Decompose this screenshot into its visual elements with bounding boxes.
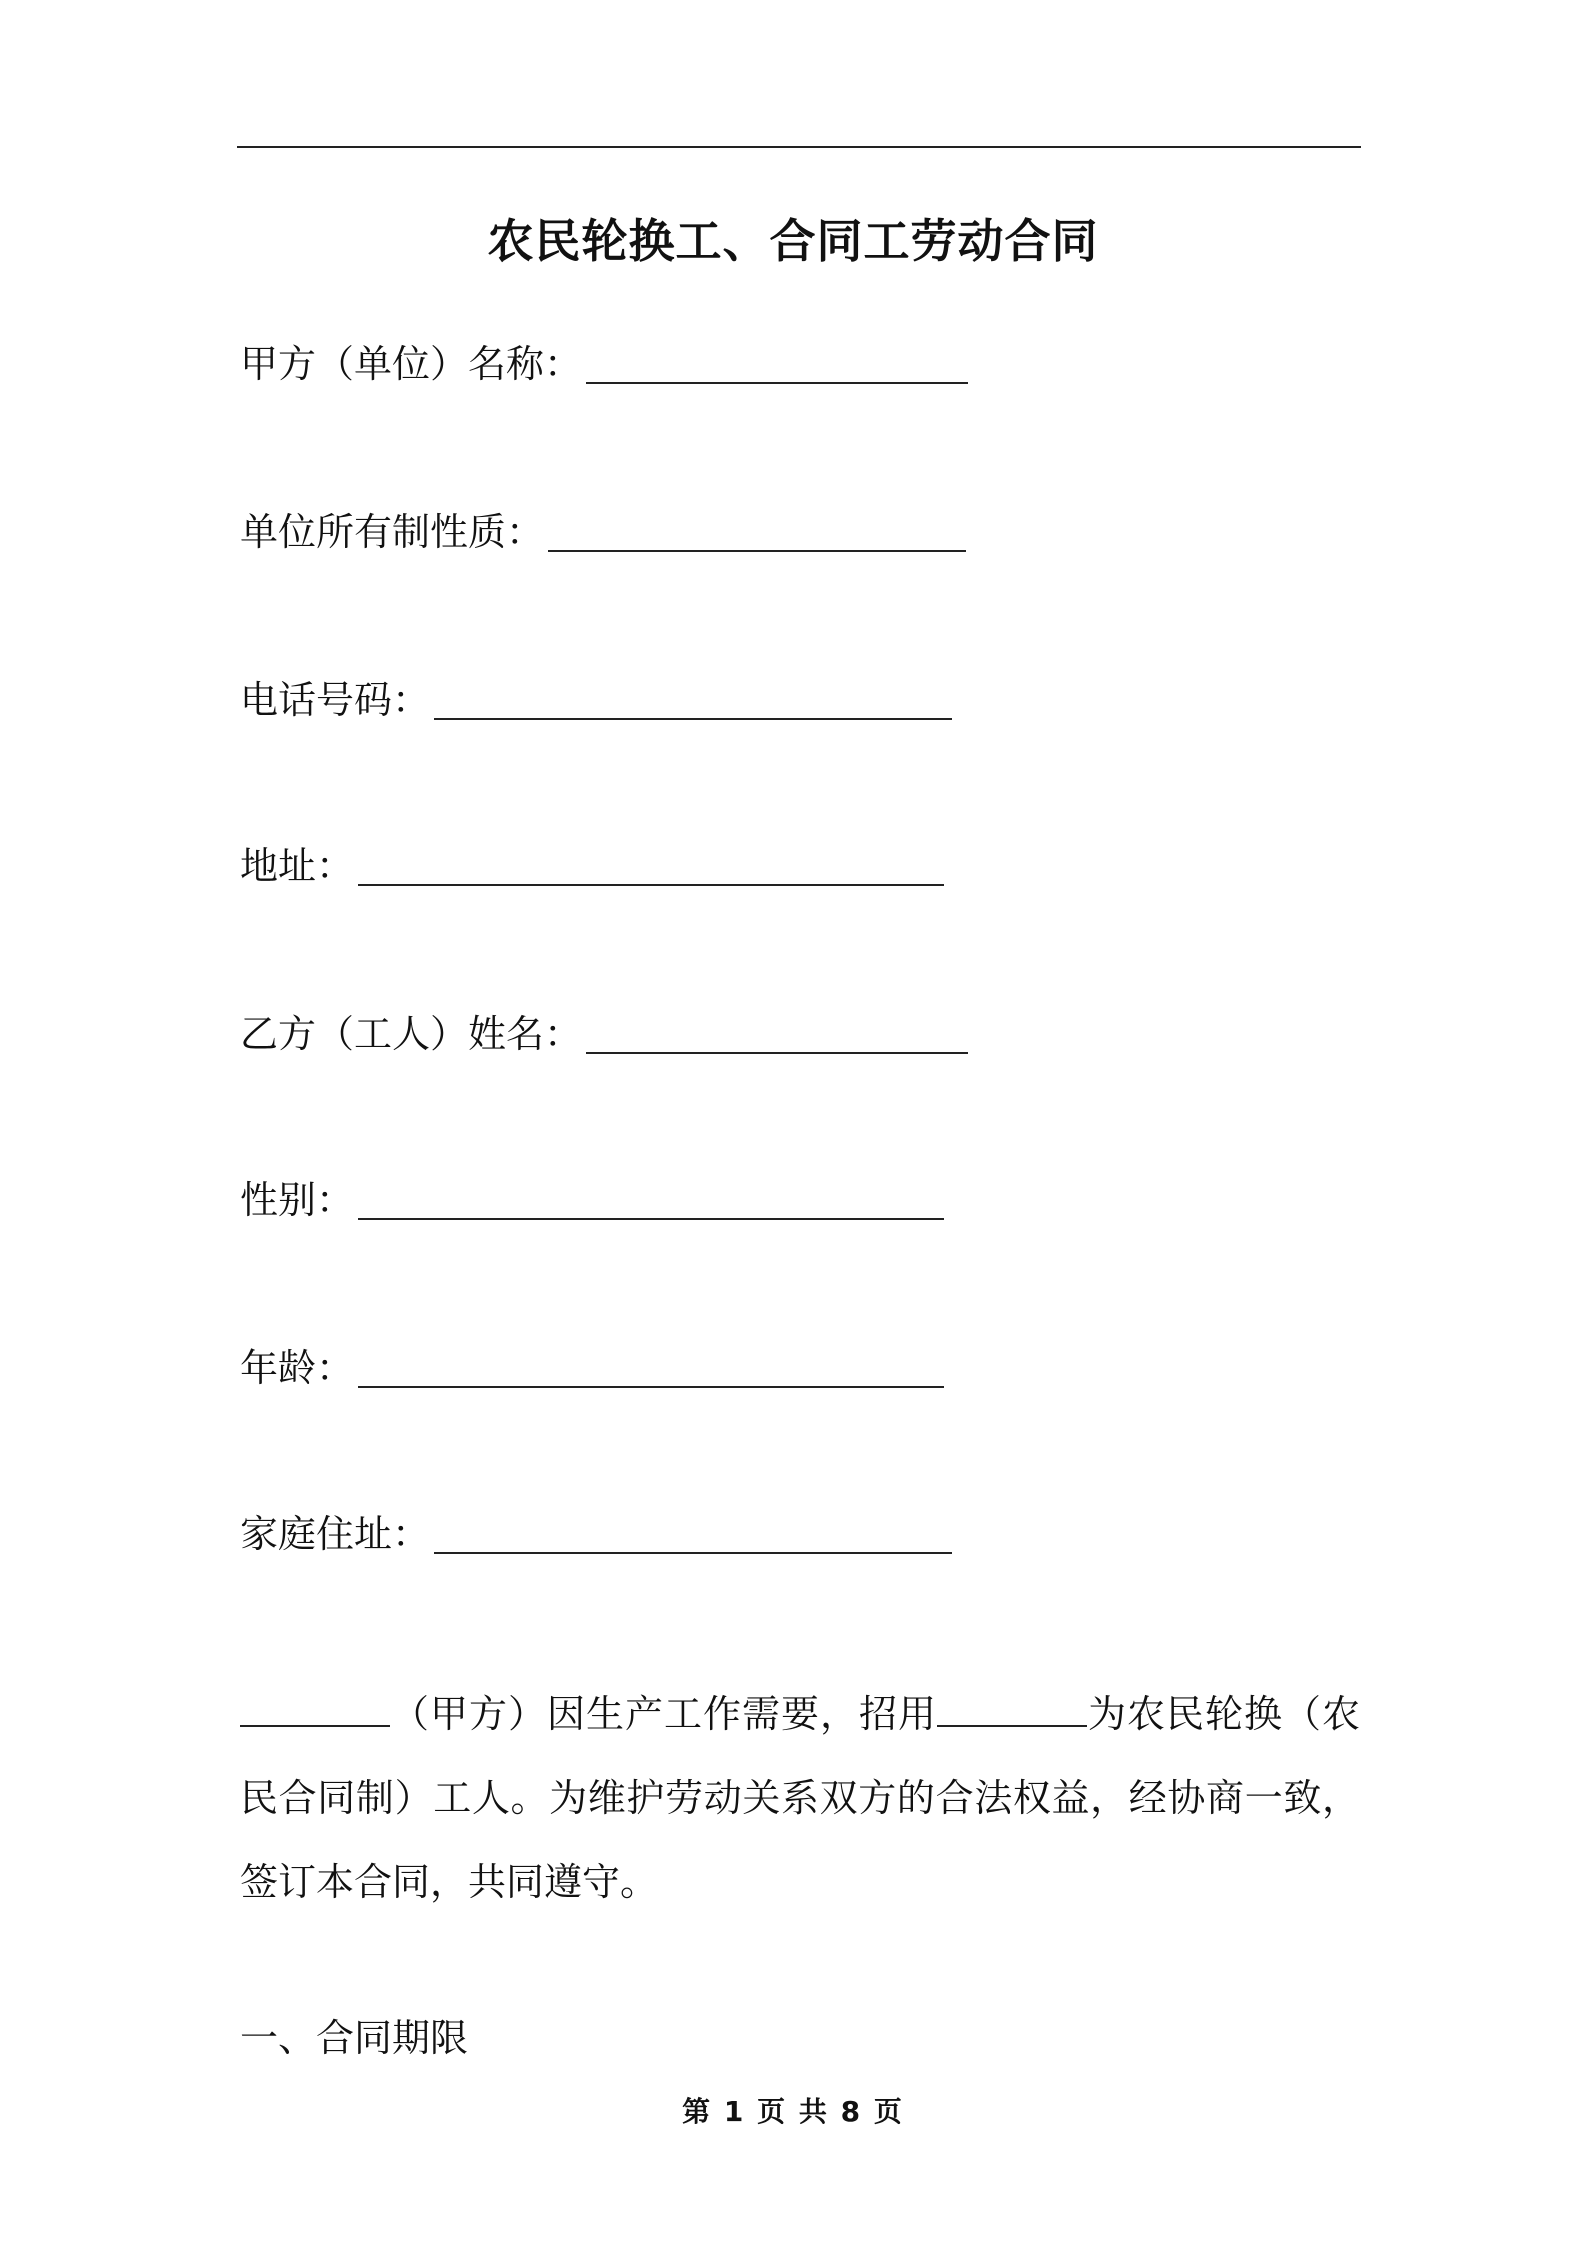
document-title: 农民轮换工、合同工劳动合同 (487, 214, 1099, 268)
field-label: 电话号码： (240, 678, 431, 722)
section-heading-contract-term: 一、合同期限 (240, 2016, 469, 2060)
intro-paragraph (240, 1672, 1360, 1924)
fill-in-blank (240, 1687, 390, 1727)
field-address (240, 840, 944, 892)
field-party-b-name (240, 1008, 968, 1060)
header-rule (237, 146, 1361, 148)
field-gender (240, 1174, 944, 1226)
field-phone-number (240, 674, 952, 726)
field-home-address (240, 1508, 952, 1560)
field-label: 性别： (240, 1178, 355, 1222)
fill-in-blank (937, 1687, 1087, 1727)
field-label: 乙方（工人）姓名： (240, 1012, 583, 1056)
field-label: 地址： (240, 844, 355, 888)
field-label: 单位所有制性质： (240, 510, 545, 554)
fill-in-blank (548, 510, 966, 552)
fill-in-blank (434, 678, 952, 720)
intro-text-part2: 为农民轮换（农民合同制）工人。为维护劳动关系双方的合法权益，经协商一致，签订本合同，共同遵守。 (240, 1692, 1360, 1904)
page-number-footer: 第 1 页 共 8 页 (682, 2095, 904, 2128)
fill-in-blank (358, 1178, 944, 1220)
fill-in-blank (586, 1012, 968, 1054)
field-label: 家庭住址： (240, 1512, 431, 1556)
field-ownership-type (240, 506, 966, 558)
field-label: 甲方（单位）名称： (240, 342, 583, 386)
field-age (240, 1342, 944, 1394)
fill-in-blank (358, 844, 944, 886)
fill-in-blank (434, 1512, 952, 1554)
intro-text-part1: （甲方）因生产工作需要，招用 (390, 1692, 937, 1736)
field-label: 年龄： (240, 1346, 355, 1390)
fill-in-blank (358, 1346, 944, 1388)
field-party-a-name (240, 338, 968, 390)
fill-in-blank (586, 342, 968, 384)
